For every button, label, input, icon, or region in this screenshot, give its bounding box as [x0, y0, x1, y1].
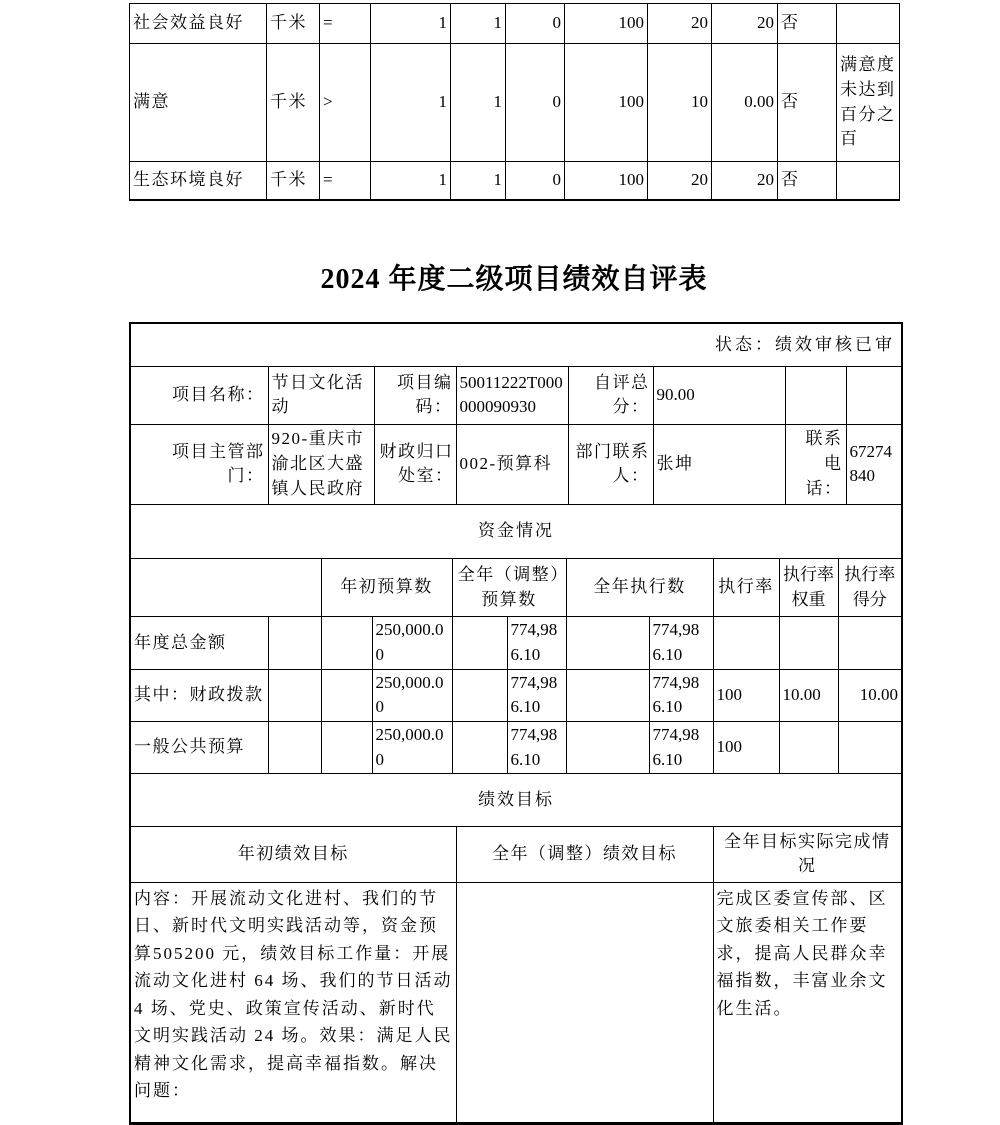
project-name-label: 项目名称：	[131, 366, 268, 424]
funding-label-cell: 其中：财政拨款	[131, 669, 268, 721]
self-score-value: 90.00	[653, 366, 785, 424]
phone-value: 67274840	[846, 424, 901, 504]
budget-executed-cell: 774,986.10	[649, 617, 713, 669]
funding-header-row	[131, 559, 901, 617]
rate-score-cell	[838, 617, 901, 669]
info-row	[131, 424, 901, 504]
weight-cell: 20	[648, 162, 712, 200]
contact-person-label: 部门联系人：	[568, 424, 653, 504]
dept-label: 项目主管部门：	[131, 424, 268, 504]
spacer-cell	[268, 617, 321, 669]
value-cell: 1	[451, 162, 506, 200]
project-code-value: 50011222T000000090930	[456, 366, 568, 424]
goals-section	[131, 774, 901, 1123]
unit-cell: 千米	[267, 44, 320, 162]
budget-adjusted-cell: 774,986.10	[507, 669, 566, 721]
self-evaluation-table	[129, 322, 903, 1124]
document-page	[129, 3, 903, 1125]
indicator-row	[130, 44, 900, 162]
project-code-label: 项目编码：	[374, 366, 456, 424]
funding-label-cell: 一般公共预算	[131, 721, 268, 773]
funding-section	[131, 505, 901, 774]
goals-section-title: 绩效目标	[131, 774, 901, 826]
spacer-cell	[268, 721, 321, 773]
finance-office-label: 财政归口处室：	[374, 424, 456, 504]
funding-row	[131, 669, 901, 721]
budget-executed-cell: 774,986.10	[649, 721, 713, 773]
weight-cell: 10	[648, 44, 712, 162]
empty-cell	[785, 366, 846, 424]
deviation-reason-cell	[837, 162, 900, 200]
comparator-cell: =	[320, 162, 371, 200]
spacer-cell	[566, 721, 649, 773]
funding-col-rate-score: 执行率得分	[838, 559, 901, 617]
budget-initial-cell: 250,000.00	[372, 617, 452, 669]
indicator-row	[130, 162, 900, 200]
rate-weight-cell	[779, 721, 838, 773]
indicator-row	[130, 4, 900, 44]
value-cell: 0	[506, 4, 565, 44]
deviation-reason-cell: 满意度未达到百分之百	[837, 44, 900, 162]
goals-col-adjusted: 全年（调整）绩效目标	[456, 826, 713, 882]
value-cell: 0	[506, 162, 565, 200]
value-cell: 1	[451, 44, 506, 162]
budget-initial-cell: 250,000.00	[372, 721, 452, 773]
comparator-cell: >	[320, 44, 371, 162]
unit-cell: 千米	[267, 162, 320, 200]
value-cell: 100	[565, 44, 648, 162]
spacer-cell	[321, 617, 372, 669]
rate-score-cell: 10.00	[838, 669, 901, 721]
self-score-label: 自评总分：	[568, 366, 653, 424]
budget-adjusted-cell: 774,986.10	[507, 617, 566, 669]
value-cell: 1	[371, 4, 451, 44]
rate-weight-cell: 10.00	[779, 669, 838, 721]
score-cell: 0.00	[712, 44, 778, 162]
comparator-cell: =	[320, 4, 371, 44]
deviation-reason-cell	[837, 4, 900, 44]
empty-cell	[846, 366, 901, 424]
goals-col-initial: 年初绩效目标	[131, 826, 456, 882]
funding-col-rate-weight: 执行率权重	[779, 559, 838, 617]
budget-adjusted-cell: 774,986.10	[507, 721, 566, 773]
goal-actual-cell: 完成区委宣传部、区文旅委相关工作要求，提高人民群众幸福指数，丰富业余文化生活。	[713, 882, 901, 1122]
spacer-cell	[321, 669, 372, 721]
indicator-name-cell: 满意	[130, 44, 267, 162]
value-cell: 100	[565, 4, 648, 44]
budget-executed-cell: 774,986.10	[649, 669, 713, 721]
score-cell: 20	[712, 4, 778, 44]
deviation-flag-cell: 否	[778, 4, 837, 44]
info-row	[131, 366, 901, 424]
value-cell: 1	[371, 162, 451, 200]
goals-header-row	[131, 826, 901, 882]
deviation-flag-cell: 否	[778, 44, 837, 162]
funding-col-executed: 全年执行数	[566, 559, 713, 617]
funding-col-adjusted: 全年（调整）预算数	[452, 559, 566, 617]
empty-header-cell	[131, 559, 321, 617]
finance-office-value: 002-预算科	[456, 424, 568, 504]
goals-col-actual: 全年目标实际完成情况	[713, 826, 901, 882]
doc-title: 2024 年度二级项目绩效自评表	[320, 263, 708, 295]
status-text: 状态：绩效审核已审	[131, 324, 901, 366]
phone-label: 联系电话：	[785, 424, 846, 504]
unit-cell: 千米	[267, 4, 320, 44]
funding-section-title: 资金情况	[131, 505, 901, 559]
indicator-name-cell: 生态环境良好	[130, 162, 267, 200]
execution-rate-cell: 100	[713, 721, 779, 773]
value-cell: 1	[451, 4, 506, 44]
spacer-cell	[321, 721, 372, 773]
spacer-cell	[268, 669, 321, 721]
funding-col-rate: 执行率	[713, 559, 779, 617]
goal-adjusted-cell	[456, 882, 713, 1122]
rate-weight-cell	[779, 617, 838, 669]
deviation-flag-cell: 否	[778, 162, 837, 200]
budget-initial-cell: 250,000.00	[372, 669, 452, 721]
contact-person-value: 张坤	[653, 424, 785, 504]
spacer-cell	[452, 617, 507, 669]
execution-rate-cell	[713, 617, 779, 669]
value-cell: 0	[506, 44, 565, 162]
rate-score-cell	[838, 721, 901, 773]
spacer-cell	[566, 669, 649, 721]
indicator-name-cell: 社会效益良好	[130, 4, 267, 44]
spacer-cell	[452, 721, 507, 773]
funding-col-initial: 年初预算数	[321, 559, 452, 617]
funding-row	[131, 721, 901, 773]
project-info-section	[131, 324, 901, 505]
spacer-cell	[452, 669, 507, 721]
dept-value: 920-重庆市渝北区大盛镇人民政府	[268, 424, 374, 504]
value-cell: 1	[371, 44, 451, 162]
funding-label-cell: 年度总金额	[131, 617, 268, 669]
project-name-value: 节日文化活动	[268, 366, 374, 424]
goals-content-row	[131, 882, 901, 1122]
value-cell: 100	[565, 162, 648, 200]
score-cell: 20	[712, 162, 778, 200]
funding-row	[131, 617, 901, 669]
spacer-cell	[566, 617, 649, 669]
goal-initial-cell: 内容：开展流动文化进村、我们的节日、新时代文明实践活动等，资金预算505200 元，绩效目标工作量：开展流动文化进村 64 场、我们的节日活动 4 场、党史、政策宣传活动、新时代文明实践活动 24 场。效果：满足人民精神文化需求，提高幸福指数。解决问题：	[131, 882, 456, 1122]
indicator-table-fragment	[129, 3, 900, 201]
execution-rate-cell: 100	[713, 669, 779, 721]
weight-cell: 20	[648, 4, 712, 44]
